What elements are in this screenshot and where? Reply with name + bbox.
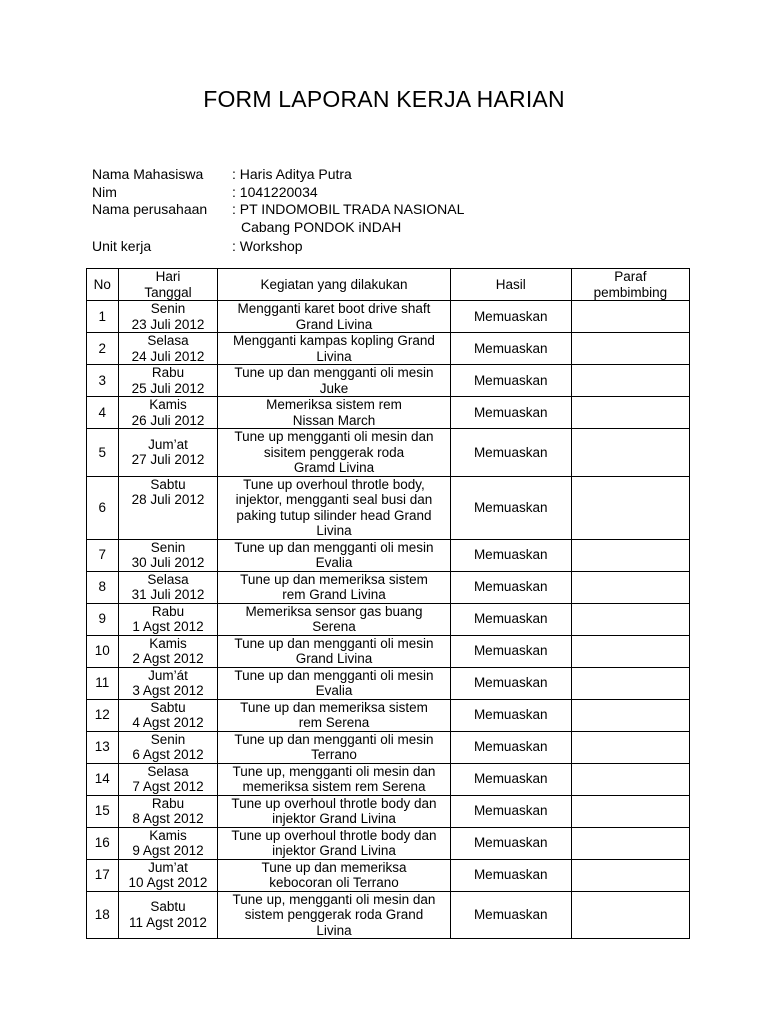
cell-kegiatan: Mengganti kampas kopling Grand Livina xyxy=(218,333,450,365)
header-kegiatan: Kegiatan yang dilakukan xyxy=(218,269,450,301)
cell-kegiatan: Tune up, mengganti oli mesin dan sistem penggerak roda Grand Livina xyxy=(218,891,450,939)
cell-hari-tanggal: Rabu 1 Agst 2012 xyxy=(118,603,218,635)
cell-kegiatan: Tune up dan mengganti oli mesin Evalia xyxy=(218,539,450,571)
cell-kegiatan: Tune up dan mengganti oli mesin Grand Livina xyxy=(218,635,450,667)
cell-no: 15 xyxy=(87,795,119,827)
cell-paraf xyxy=(571,476,689,539)
cell-kegiatan: Tune up dan memeriksa sistem rem Grand Livina xyxy=(218,571,450,603)
cell-paraf xyxy=(571,603,689,635)
daily-report-table xyxy=(86,268,690,939)
info-value-nim: : 1041220034 xyxy=(232,183,318,200)
info-row-unit xyxy=(92,238,464,256)
cell-hasil: Memuaskan xyxy=(450,795,571,827)
table-row xyxy=(87,429,690,477)
cell-no: 13 xyxy=(87,731,119,763)
info-row-nama xyxy=(92,166,464,184)
table-body xyxy=(87,301,690,939)
cell-no: 18 xyxy=(87,891,119,939)
cell-kegiatan: Tune up overhoul throtle body dan injektor Grand Livina xyxy=(218,827,450,859)
cell-hari-tanggal: Selasa 24 Juli 2012 xyxy=(118,333,218,365)
cell-hasil: Memuaskan xyxy=(450,731,571,763)
cell-kegiatan: Tune up dan memeriksa kebocoran oli Terrano xyxy=(218,859,450,891)
cell-paraf xyxy=(571,795,689,827)
cell-paraf xyxy=(571,763,689,795)
cell-hari-tanggal: Sabtu 11 Agst 2012 xyxy=(118,891,218,939)
table-row xyxy=(87,891,690,939)
info-row-perusahaan xyxy=(92,201,464,219)
cell-kegiatan: Tune up dan mengganti oli mesin Juke xyxy=(218,365,450,397)
cell-paraf xyxy=(571,859,689,891)
cell-no: 17 xyxy=(87,859,119,891)
cell-paraf xyxy=(571,827,689,859)
info-value-nama: : Haris Aditya Putra xyxy=(232,166,352,182)
cell-kegiatan: Memeriksa sistem rem Nissan March xyxy=(218,397,450,429)
cell-hari-tanggal: Jum’át 3 Agst 2012 xyxy=(118,667,218,699)
info-row-nim xyxy=(92,184,464,202)
cell-kegiatan: Tune up overhoul throtle body dan injektor Grand Livina xyxy=(218,795,450,827)
cell-hari-tanggal: Kamis 26 Juli 2012 xyxy=(118,397,218,429)
cell-kegiatan: Tune up mengganti oli mesin dan sisitem penggerak roda Gramd Livina xyxy=(218,429,450,477)
info-row-perusahaan-cont xyxy=(92,219,464,237)
cell-hasil: Memuaskan xyxy=(450,763,571,795)
page-title: FORM LAPORAN KERJA HARIAN xyxy=(203,86,565,112)
table-row xyxy=(87,476,690,539)
table-row xyxy=(87,795,690,827)
cell-hasil: Memuaskan xyxy=(450,365,571,397)
cell-hari-tanggal: Jum’at 10 Agst 2012 xyxy=(118,859,218,891)
cell-no: 4 xyxy=(87,397,119,429)
info-value-perusahaan: : PT INDOMOBIL TRADA NASIONAL xyxy=(232,201,465,217)
cell-hari-tanggal: Kamis 9 Agst 2012 xyxy=(118,827,218,859)
cell-paraf xyxy=(571,539,689,571)
header-paraf: Paraf pembimbing xyxy=(571,269,689,301)
cell-no: 11 xyxy=(87,667,119,699)
cell-no: 2 xyxy=(87,333,119,365)
cell-hari-tanggal: Selasa 31 Juli 2012 xyxy=(118,571,218,603)
cell-paraf xyxy=(571,301,689,333)
cell-hari-tanggal: Selasa 7 Agst 2012 xyxy=(118,763,218,795)
cell-no: 16 xyxy=(87,827,119,859)
table-header-row xyxy=(87,269,690,301)
table-row xyxy=(87,571,690,603)
cell-no: 9 xyxy=(87,603,119,635)
table-row xyxy=(87,859,690,891)
cell-hasil: Memuaskan xyxy=(450,891,571,939)
cell-kegiatan: Memeriksa sensor gas buang Serena xyxy=(218,603,450,635)
cell-paraf xyxy=(571,891,689,939)
cell-hasil: Memuaskan xyxy=(450,397,571,429)
header-no: No xyxy=(87,269,119,301)
cell-kegiatan: Tune up, mengganti oli mesin dan memeriksa sistem rem Serena xyxy=(218,763,450,795)
cell-paraf xyxy=(571,699,689,731)
cell-kegiatan: Mengganti karet boot drive shaft Grand Livina xyxy=(218,301,450,333)
cell-hasil: Memuaskan xyxy=(450,429,571,477)
table-row xyxy=(87,667,690,699)
table-row xyxy=(87,301,690,333)
cell-hasil: Memuaskan xyxy=(450,699,571,731)
cell-hari-tanggal: Rabu 25 Juli 2012 xyxy=(118,365,218,397)
cell-kegiatan: Tune up overhoul throtle body, injektor, mengganti seal busi dan paking tutup silinder head Grand Livina xyxy=(218,476,450,539)
table-row xyxy=(87,397,690,429)
cell-kegiatan: Tune up dan mengganti oli mesin Terrano xyxy=(218,731,450,763)
cell-hasil: Memuaskan xyxy=(450,571,571,603)
table-row xyxy=(87,603,690,635)
cell-paraf xyxy=(571,429,689,477)
cell-no: 8 xyxy=(87,571,119,603)
cell-hari-tanggal: Sabtu 28 Juli 2012 xyxy=(118,476,218,539)
cell-no: 3 xyxy=(87,365,119,397)
info-label-perusahaan: Nama perusahaan xyxy=(92,201,208,217)
cell-paraf xyxy=(571,397,689,429)
cell-no: 7 xyxy=(87,539,119,571)
cell-kegiatan: Tune up dan memeriksa sistem rem Serena xyxy=(218,699,450,731)
cell-paraf xyxy=(571,731,689,763)
cell-no: 6 xyxy=(87,476,119,539)
info-label-empty xyxy=(92,219,232,237)
cell-hari-tanggal: Kamis 2 Agst 2012 xyxy=(118,635,218,667)
header-hari-tanggal: Hari Tanggal xyxy=(118,269,218,301)
cell-paraf xyxy=(571,365,689,397)
cell-hasil: Memuaskan xyxy=(450,301,571,333)
table-row xyxy=(87,699,690,731)
cell-hasil: Memuaskan xyxy=(450,539,571,571)
cell-hari-tanggal: Senin 6 Agst 2012 xyxy=(118,731,218,763)
table-row xyxy=(87,827,690,859)
table-row xyxy=(87,539,690,571)
cell-hasil: Memuaskan xyxy=(450,333,571,365)
cell-hasil: Memuaskan xyxy=(450,827,571,859)
info-value-perusahaan-cabang: Cabang PONDOK iNDAH xyxy=(241,218,402,235)
cell-paraf xyxy=(571,635,689,667)
cell-hari-tanggal: Jum’at 27 Juli 2012 xyxy=(118,429,218,477)
cell-hari-tanggal: Senin 30 Juli 2012 xyxy=(118,539,218,571)
cell-paraf xyxy=(571,333,689,365)
info-value-unit: : Workshop xyxy=(232,238,303,254)
table-row xyxy=(87,365,690,397)
info-label-nama: Nama Mahasiswa xyxy=(92,166,204,182)
cell-paraf xyxy=(571,667,689,699)
table-row xyxy=(87,635,690,667)
cell-hari-tanggal: Senin 23 Juli 2012 xyxy=(118,301,218,333)
table-row xyxy=(87,333,690,365)
cell-no: 5 xyxy=(87,429,119,477)
student-info xyxy=(92,166,464,256)
cell-hasil: Memuaskan xyxy=(450,635,571,667)
cell-hasil: Memuaskan xyxy=(450,603,571,635)
cell-hari-tanggal: Sabtu 4 Agst 2012 xyxy=(118,699,218,731)
table-row xyxy=(87,763,690,795)
cell-no: 10 xyxy=(87,635,119,667)
cell-no: 14 xyxy=(87,763,119,795)
table-row xyxy=(87,731,690,763)
info-label-nim: Nim xyxy=(92,183,117,200)
cell-hasil: Memuaskan xyxy=(450,859,571,891)
cell-hasil: Memuaskan xyxy=(450,476,571,539)
cell-hasil: Memuaskan xyxy=(450,667,571,699)
cell-no: 1 xyxy=(87,301,119,333)
info-label-unit: Unit kerja xyxy=(92,238,152,254)
cell-paraf xyxy=(571,571,689,603)
header-hasil: Hasil xyxy=(450,269,571,301)
cell-hari-tanggal: Rabu 8 Agst 2012 xyxy=(118,795,218,827)
cell-kegiatan: Tune up dan mengganti oli mesin Evalia xyxy=(218,667,450,699)
cell-no: 12 xyxy=(87,699,119,731)
